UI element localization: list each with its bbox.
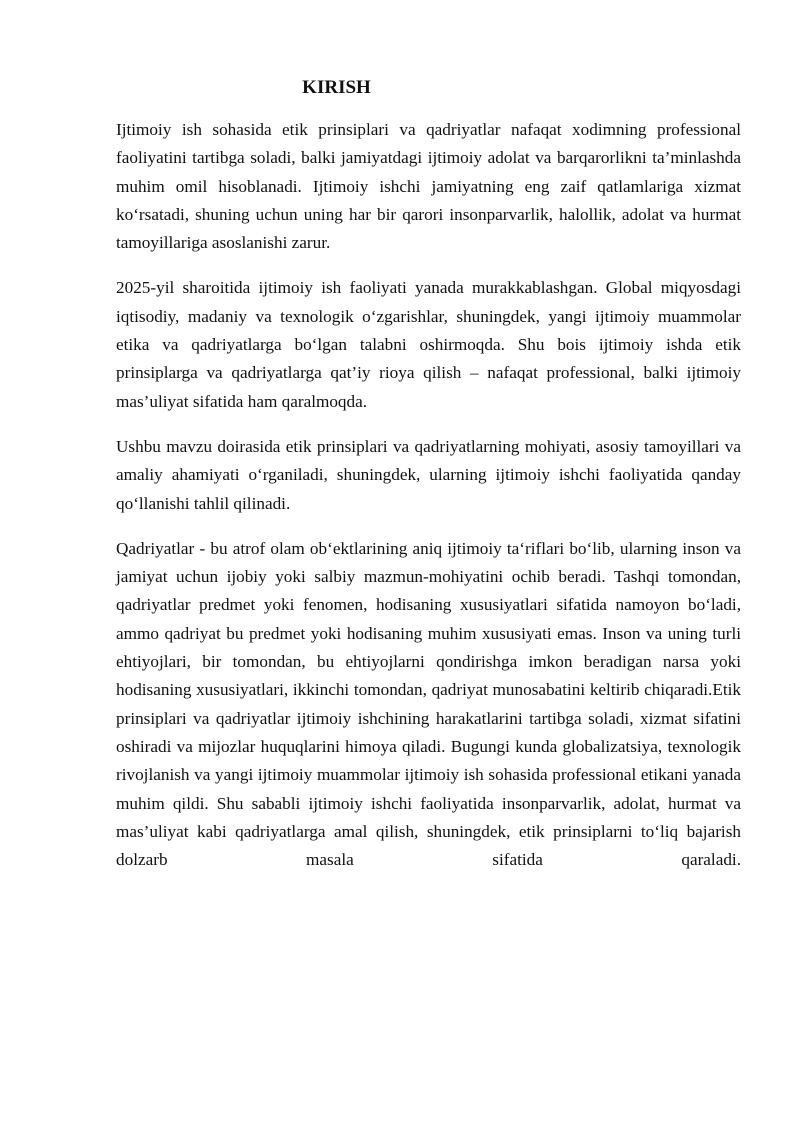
- document-body: [116, 116, 741, 891]
- paragraph-4: Qadriyatlar - bu atrof olam ob‘ektlarining aniq ijtimoiy ta‘riflari bo‘lib, ularning inson va jamiyat uchun ijobiy yoki salbiy mazmun-mohiyatini ochib beradi. Tashqi tomondan, qadriyatlar predmet yoki fenomen, hodisaning xususiyatlari sifatida namoyon bo‘ladi, ammo qadriyat bu predmet yoki hodisaning muhim xususiyati emas. Inson va uning turli ehtiyojlari, bir tomondan, bu ehtiyojlarni qondirishga imkon beradigan narsa yoki hodisaning xususiyatlari, ikkinchi tomondan, qadriyat munosabatini keltirib chiqaradi.Etik prinsiplari va qadriyatlar ijtimoiy ishchining harakatlarini tartibga soladi, xizmat sifatini oshiradi va mijozlar huquqlarini himoya qiladi. Bugungi kunda globalizatsiya, texnologik rivojlanish va yangi ijtimoiy muammolar ijtimoiy ish sohasida professional etikani yanada muhim qildi. Shu sababli ijtimoiy ishchi faoliyatida insonparvarlik, adolat, hurmat va mas’uliyat kabi qadriyatlarga amal qilish, shuningdek, etik prinsiplarni to‘liq bajarish dolzarb masala sifatida qaraladi.: [116, 538, 741, 870]
- paragraph-1: Ijtimoiy ish sohasida etik prinsiplari va qadriyatlar nafaqat xodimning professional faoliyatini tartibga soladi, balki jamiyatdagi ijtimoiy adolat va barqarorlikni ta’minlashda muhim omil hisoblanadi. Ijtimoiy ishchi jamiyatning eng zaif qatlamlariga xizmat ko‘rsatadi, shuning uchun uning har bir qarori insonparvarlik, halollik, adolat va hurmat tamoyillariga asoslanishi zarur.: [116, 120, 741, 253]
- paragraph-2: 2025-yil sharoitida ijtimoiy ish faoliyati yanada murakkablashgan. Global miqyosdagi iqtisodiy, madaniy va texnologik o‘zgarishlar, shuningdek, yangi ijtimoiy muammolar etika va qadriyatlarga bo‘lgan talabni oshirmoqda. Shu bois ijtimoiy ishda etik prinsiplarga va qadriyatlarga qat’iy rioya qilish – nafaqat professional, balki ijtimoiy mas’uliyat sifatida ham qaralmoqda.: [116, 278, 741, 411]
- page-title: KIRISH: [302, 77, 371, 98]
- paragraph-3: Ushbu mavzu doirasida etik prinsiplari va qadriyatlarning mohiyati, asosiy tamoyillari va amaliy ahamiyati o‘rganiladi, shuningdek, ularning ijtimoiy ishchi faoliyatida qanday qo‘llanishi tahlil qilinadi.: [116, 436, 741, 513]
